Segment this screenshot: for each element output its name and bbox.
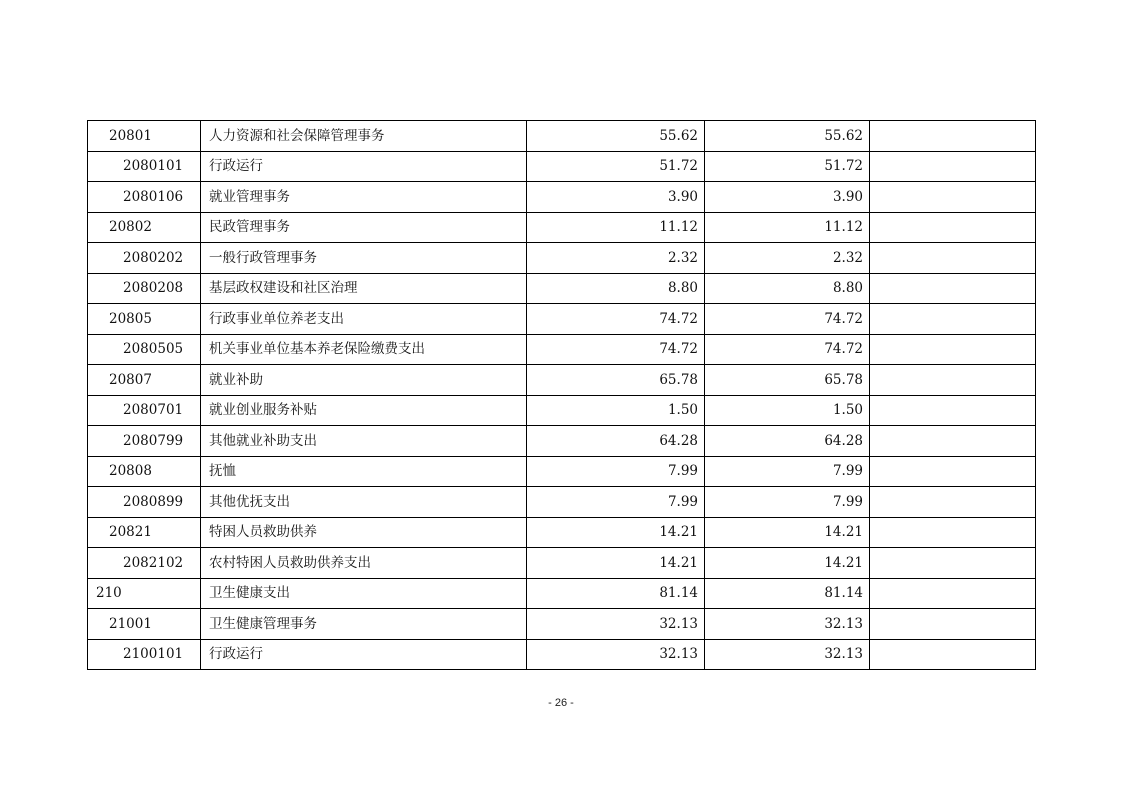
subject-name-cell [201, 487, 527, 518]
subject-code-cell [88, 212, 201, 243]
table-row [88, 212, 1036, 243]
subject-name-cell [201, 548, 527, 579]
subject-name-cell [201, 243, 527, 274]
subject-code-text: 20807 [109, 371, 152, 388]
subject-code-text: 2080799 [123, 432, 184, 449]
amount-text: 8.80 [667, 280, 698, 297]
amount-cell [527, 517, 705, 548]
amount-cell [527, 365, 705, 396]
amount-cell [527, 456, 705, 487]
amount-cell [527, 243, 705, 274]
subject-code-cell [88, 304, 201, 335]
table-row [88, 121, 1036, 152]
amount-text: 1.50 [667, 402, 698, 419]
table-row [88, 609, 1036, 640]
table-row [88, 151, 1036, 182]
amount-text: 7.99 [667, 463, 698, 480]
budget-table-body [88, 121, 1036, 670]
subject-code-text: 20801 [109, 127, 152, 144]
amount-cell [870, 548, 1036, 579]
amount-cell [527, 395, 705, 426]
subject-code-cell [88, 273, 201, 304]
amount-text: 3.90 [832, 188, 863, 205]
subject-code-cell [88, 609, 201, 640]
subject-name-cell [201, 426, 527, 457]
amount-text: 14.21 [824, 554, 863, 571]
subject-code-cell [88, 426, 201, 457]
amount-text [1029, 128, 1035, 144]
amount-cell [870, 456, 1036, 487]
amount-cell [527, 578, 705, 609]
amount-cell [705, 609, 870, 640]
subject-name-cell [201, 212, 527, 243]
amount-text [1029, 555, 1035, 571]
subject-code-cell [88, 151, 201, 182]
subject-code-text: 2080505 [123, 341, 184, 358]
subject-name-cell [201, 151, 527, 182]
amount-cell [705, 365, 870, 396]
subject-name-text: 特困人员救助供养 [209, 524, 317, 541]
amount-text: 55.62 [824, 127, 863, 144]
amount-cell [705, 517, 870, 548]
amount-cell [705, 334, 870, 365]
amount-cell [870, 578, 1036, 609]
amount-cell [870, 517, 1036, 548]
amount-text: 51.72 [659, 158, 698, 175]
amount-text: 7.99 [832, 493, 863, 510]
amount-text [1029, 372, 1035, 388]
subject-code-text: 2100101 [123, 646, 184, 663]
amount-cell [705, 548, 870, 579]
subject-name-cell [201, 273, 527, 304]
subject-name-text: 卫生健康管理事务 [209, 615, 317, 632]
subject-name-cell [201, 334, 527, 365]
subject-code-cell [88, 121, 201, 152]
subject-name-text: 其他优抚支出 [209, 493, 290, 510]
subject-name-cell [201, 182, 527, 213]
amount-cell [870, 395, 1036, 426]
amount-cell [527, 639, 705, 670]
amount-text: 65.78 [659, 371, 698, 388]
subject-name-text: 就业创业服务补贴 [209, 402, 317, 419]
amount-text [1029, 646, 1035, 662]
amount-text: 14.21 [659, 524, 698, 541]
table-row [88, 517, 1036, 548]
subject-code-text: 20808 [109, 463, 152, 480]
amount-text: 32.13 [824, 615, 863, 632]
amount-text: 74.72 [659, 341, 698, 358]
amount-text: 8.80 [832, 280, 863, 297]
subject-name-text: 其他就业补助支出 [209, 432, 317, 449]
subject-code-text: 2080202 [123, 249, 184, 266]
amount-text: 7.99 [832, 463, 863, 480]
amount-text [1029, 250, 1035, 266]
amount-cell [527, 334, 705, 365]
subject-code-cell [88, 639, 201, 670]
amount-text: 64.28 [659, 432, 698, 449]
subject-code-cell [88, 243, 201, 274]
amount-text [1029, 189, 1035, 205]
amount-cell [705, 639, 870, 670]
subject-name-text: 行政运行 [209, 646, 263, 663]
subject-code-cell [88, 395, 201, 426]
amount-text: 14.21 [659, 554, 698, 571]
amount-cell [705, 578, 870, 609]
amount-cell [870, 304, 1036, 335]
subject-code-cell [88, 578, 201, 609]
subject-name-text: 行政运行 [209, 158, 263, 175]
subject-code-text: 2080106 [123, 188, 184, 205]
amount-text: 51.72 [824, 158, 863, 175]
table-row [88, 273, 1036, 304]
subject-name-text: 农村特困人员救助供养支出 [209, 554, 371, 571]
subject-code-text: 2082102 [123, 554, 184, 571]
table-row [88, 426, 1036, 457]
subject-code-cell [88, 456, 201, 487]
amount-text: 74.72 [659, 310, 698, 327]
amount-cell [870, 426, 1036, 457]
amount-text [1029, 524, 1035, 540]
subject-name-text: 卫生健康支出 [209, 585, 290, 602]
amount-text: 14.21 [824, 524, 863, 541]
subject-code-cell [88, 182, 201, 213]
subject-code-cell [88, 548, 201, 579]
amount-text [1029, 494, 1035, 510]
subject-name-cell [201, 365, 527, 396]
subject-name-cell [201, 639, 527, 670]
amount-text: 7.99 [667, 493, 698, 510]
subject-name-cell [201, 578, 527, 609]
amount-text: 81.14 [659, 585, 698, 602]
amount-cell [527, 304, 705, 335]
amount-text: 3.90 [667, 188, 698, 205]
amount-cell [527, 212, 705, 243]
subject-code-cell [88, 365, 201, 396]
amount-cell [705, 212, 870, 243]
amount-cell [870, 151, 1036, 182]
table-row [88, 365, 1036, 396]
amount-cell [705, 304, 870, 335]
subject-name-text: 一般行政管理事务 [209, 249, 317, 266]
subject-name-text: 基层政权建设和社区治理 [209, 280, 358, 297]
amount-cell [705, 182, 870, 213]
page-number: - 26 - [548, 697, 574, 709]
subject-name-text: 人力资源和社会保障管理事务 [209, 127, 385, 144]
amount-cell [527, 426, 705, 457]
amount-text [1029, 616, 1035, 632]
amount-cell [870, 609, 1036, 640]
subject-name-cell [201, 517, 527, 548]
amount-cell [870, 365, 1036, 396]
amount-cell [527, 182, 705, 213]
subject-code-cell [88, 334, 201, 365]
subject-code-text: 20802 [109, 219, 152, 236]
table-row [88, 395, 1036, 426]
amount-cell [870, 273, 1036, 304]
amount-text [1029, 280, 1035, 296]
table-row [88, 487, 1036, 518]
subject-code-text: 2080101 [123, 158, 184, 175]
amount-cell [527, 121, 705, 152]
amount-text [1029, 311, 1035, 327]
table-row [88, 578, 1036, 609]
amount-text [1029, 402, 1035, 418]
subject-code-text: 2080701 [123, 402, 184, 419]
amount-cell [705, 426, 870, 457]
amount-cell [527, 548, 705, 579]
amount-text: 55.62 [659, 127, 698, 144]
amount-text: 32.13 [824, 646, 863, 663]
amount-text: 11.12 [659, 219, 698, 236]
amount-cell [870, 243, 1036, 274]
amount-cell [705, 395, 870, 426]
table-row [88, 243, 1036, 274]
amount-text: 74.72 [824, 310, 863, 327]
amount-text [1029, 341, 1035, 357]
amount-cell [705, 243, 870, 274]
table-row [88, 639, 1036, 670]
amount-text [1029, 219, 1035, 235]
amount-cell [527, 609, 705, 640]
amount-text [1029, 158, 1035, 174]
table-row [88, 304, 1036, 335]
amount-text [1029, 433, 1035, 449]
amount-cell [705, 456, 870, 487]
subject-name-text: 就业管理事务 [209, 188, 290, 205]
subject-name-text: 抚恤 [209, 463, 236, 480]
subject-name-text: 就业补助 [209, 371, 263, 388]
amount-cell [527, 487, 705, 518]
amount-cell [870, 487, 1036, 518]
subject-name-cell [201, 609, 527, 640]
amount-text: 64.28 [824, 432, 863, 449]
amount-text: 81.14 [824, 585, 863, 602]
amount-text: 2.32 [667, 249, 698, 266]
amount-text: 32.13 [659, 646, 698, 663]
subject-name-cell [201, 121, 527, 152]
amount-text: 74.72 [824, 341, 863, 358]
amount-cell [527, 273, 705, 304]
amount-cell [870, 212, 1036, 243]
amount-cell [705, 487, 870, 518]
amount-cell [705, 151, 870, 182]
table-row [88, 548, 1036, 579]
subject-code-text: 210 [96, 585, 122, 602]
subject-name-text: 机关事业单位基本养老保险缴费支出 [209, 341, 425, 358]
amount-text [1029, 463, 1035, 479]
subject-code-text: 20805 [109, 310, 152, 327]
amount-text: 11.12 [824, 219, 863, 236]
subject-name-cell [201, 395, 527, 426]
amount-text: 2.32 [832, 249, 863, 266]
subject-name-cell [201, 304, 527, 335]
subject-code-text: 20821 [109, 524, 152, 541]
table-row [88, 182, 1036, 213]
subject-code-text: 2080208 [123, 280, 184, 297]
amount-text [1029, 585, 1035, 601]
amount-cell [527, 151, 705, 182]
amount-text: 32.13 [659, 615, 698, 632]
amount-cell [870, 182, 1036, 213]
amount-cell [870, 639, 1036, 670]
budget-table [87, 120, 1036, 670]
subject-name-cell [201, 456, 527, 487]
subject-name-text: 民政管理事务 [209, 219, 290, 236]
subject-code-cell [88, 517, 201, 548]
table-row [88, 334, 1036, 365]
table-row [88, 456, 1036, 487]
amount-text: 65.78 [824, 371, 863, 388]
amount-cell [705, 273, 870, 304]
subject-name-text: 行政事业单位养老支出 [209, 310, 344, 327]
amount-cell [870, 121, 1036, 152]
amount-text: 1.50 [832, 402, 863, 419]
amount-cell [705, 121, 870, 152]
subject-code-cell [88, 487, 201, 518]
amount-cell [870, 334, 1036, 365]
subject-code-text: 2080899 [123, 493, 184, 510]
subject-code-text: 21001 [109, 615, 152, 632]
